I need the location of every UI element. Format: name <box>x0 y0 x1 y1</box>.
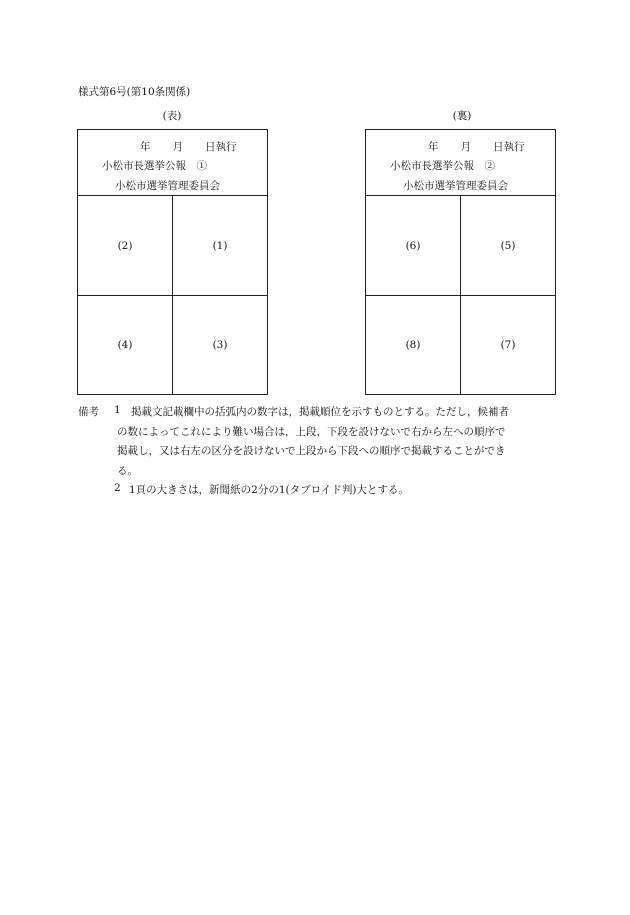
front-layout-panel <box>77 129 268 395</box>
front-cell-1: (1) <box>173 196 267 296</box>
back-bulletin-title: 小松市長選挙公報 ② <box>390 160 495 172</box>
front-panel-header <box>78 130 267 196</box>
front-cell-2: (2) <box>78 196 173 296</box>
front-bulletin-title: 小松市長選挙公報 ① <box>102 160 207 172</box>
back-panel-header <box>366 130 555 196</box>
note-1-number: 1 <box>114 404 121 416</box>
front-cell-3: (3) <box>212 339 228 351</box>
note-1-line-2: の数によってこれにより難い場合は，上段，下段を設けないで右から左への順序で <box>117 425 506 438</box>
back-cell-6: (6) <box>366 196 461 296</box>
front-day-issue-label: 日執行 <box>205 141 237 153</box>
back-year-label: 年 <box>428 141 439 153</box>
front-cell-4: (4) <box>78 296 173 394</box>
back-cell-5: (5) <box>461 196 555 296</box>
form-number: 様式第6号(第10条関係) <box>78 86 191 98</box>
back-election-date <box>428 139 525 154</box>
back-layout-panel <box>365 129 556 395</box>
front-election-date <box>140 139 237 154</box>
back-day-issue-label: 日執行 <box>493 141 525 153</box>
back-month-label: 月 <box>460 141 471 153</box>
note-2-number: 2 <box>114 482 121 494</box>
front-year-label: 年 <box>140 141 151 153</box>
front-month-label: 月 <box>172 141 183 153</box>
back-cell-7: (7) <box>500 339 516 351</box>
note-1-line-4: る。 <box>117 464 138 477</box>
note-1-line-1: 掲載文記載欄中の括弧内の数字は，掲載順位を示すものとする。ただし，候補者 <box>131 406 509 418</box>
notes-heading: 備考 <box>78 406 99 418</box>
note-2-line-1: 1頁の大きさは，新聞紙の2分の1(タブロイド判)大とする。 <box>129 484 409 496</box>
back-cell-8: (8) <box>366 296 461 394</box>
back-side-label: (裏) <box>452 110 472 122</box>
front-side-label: (表) <box>162 110 182 122</box>
back-commission-name: 小松市選挙管理委員会 <box>403 180 508 192</box>
note-1-line-3: 掲載し，又は右左の区分を設けないで上段から下段への順序で掲載することができ <box>117 445 506 457</box>
front-commission-name: 小松市選挙管理委員会 <box>115 180 220 192</box>
